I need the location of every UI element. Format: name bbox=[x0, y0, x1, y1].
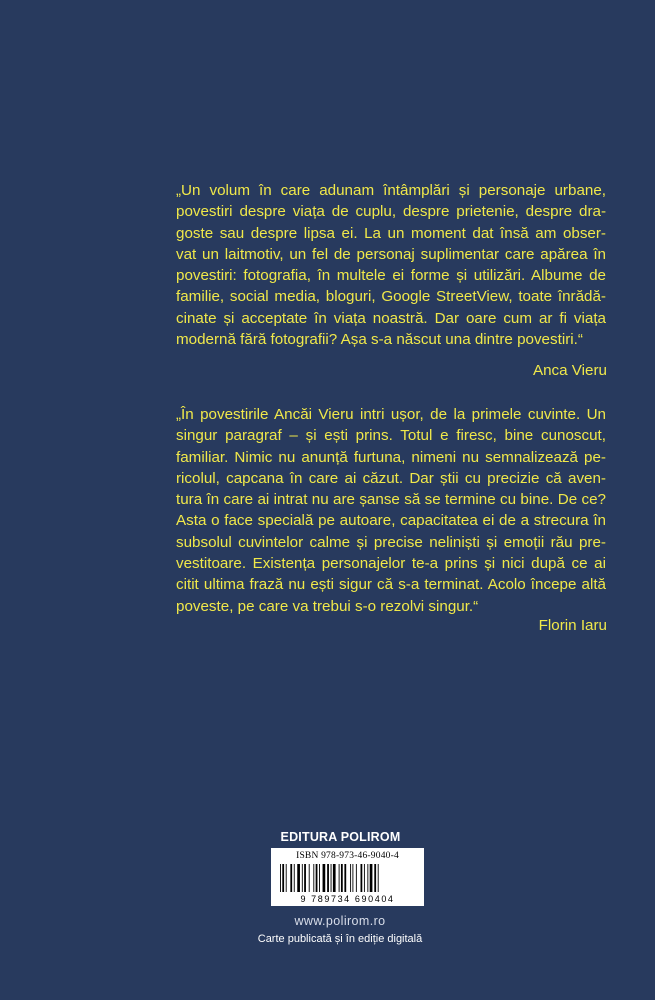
barcode-bar bbox=[367, 864, 368, 892]
isbn-text: ISBN 978-973-46-9040-4 bbox=[296, 851, 399, 861]
barcode-bar bbox=[356, 864, 357, 892]
barcode-bar bbox=[286, 864, 287, 892]
barcode-bar bbox=[323, 864, 326, 892]
barcode-bar bbox=[333, 864, 336, 892]
barcode-bar bbox=[282, 864, 284, 892]
barcode-bar bbox=[361, 864, 363, 892]
barcode-bar bbox=[316, 864, 318, 892]
quote-line: subsolul cuvintelor calme și precise neliniști și emoții rău pre- bbox=[176, 533, 606, 551]
quote-line: povestiri: fotografia, în multele ei forme și utilizări. Albume de bbox=[176, 267, 606, 285]
quote-author-1: Anca Vieru bbox=[532, 362, 607, 379]
barcode-bar bbox=[370, 864, 373, 892]
publisher-website: www.polirom.ro bbox=[294, 914, 386, 928]
barcode-bar bbox=[331, 864, 332, 892]
barcode-bars bbox=[279, 864, 419, 892]
barcode-bar bbox=[378, 864, 379, 892]
digital-edition-note: Carte publicată și în ediție digitală bbox=[257, 933, 423, 945]
quote-line: „În povestirile Ancăi Vieru intri ușor, de la primele cuvinte. Un bbox=[176, 406, 606, 423]
barcode-bar bbox=[364, 864, 365, 892]
back-cover-quote-2 bbox=[176, 404, 606, 617]
isbn-barcode bbox=[271, 848, 424, 906]
barcode-bar bbox=[302, 864, 303, 892]
barcode-bar bbox=[297, 864, 300, 892]
quote-line: familie, social media, bloguri, Google StreetView, toate înrădă- bbox=[176, 288, 606, 306]
quote-line: „Un volum în care adunam întâmplări și personaje urbane, bbox=[176, 182, 606, 199]
quote-line: familiar. Nimic nu anunță furtuna, nimeni nu semnalizează pe- bbox=[176, 448, 606, 466]
quote-line: ricolul, capcana în care ai căzut. Dar știi cu precizie că aven- bbox=[176, 469, 606, 487]
back-cover-quote-1 bbox=[176, 180, 606, 350]
barcode-bar bbox=[344, 864, 346, 892]
quote-author-2: Florin Iaru bbox=[538, 617, 607, 634]
barcode-bar bbox=[327, 864, 329, 892]
quote-line: vat un laitmotiv, un fel de personaj suplimentar care apărea în bbox=[176, 245, 606, 263]
quote-line: citit ultima frază nu ești sigur că s-a terminat. Acolo începe altă bbox=[176, 576, 606, 594]
barcode-bar bbox=[294, 864, 295, 892]
barcode-bar bbox=[350, 864, 351, 892]
barcode-bar bbox=[341, 864, 343, 892]
publisher-name: EDITURA POLIROM bbox=[280, 830, 401, 844]
quote-line: Asta o face specială pe autoare, capacitatea ei de a strecura în bbox=[176, 512, 606, 530]
barcode-bar bbox=[309, 864, 310, 892]
quote-line: tura în care ai intrat nu are șanse să se termine cu bine. De ce? bbox=[176, 491, 606, 509]
quote-line: singur paragraf – și ești prins. Totul e firesc, bine cunoscut, bbox=[176, 427, 606, 445]
quote-line: cinate și acceptate în viața noastră. Dar oare cum ar fi viața bbox=[176, 309, 606, 327]
quote-line: poveste, pe care va trebui s-o rezolvi singur.“ bbox=[176, 597, 479, 615]
quote-line: povestiri despre viața de cuplu, despre prietenie, despre dra- bbox=[176, 203, 606, 221]
barcode-bar bbox=[290, 864, 292, 892]
barcode-bar bbox=[339, 864, 340, 892]
quote-line: goste sau despre lipsa ei. La un moment dat însă am obser- bbox=[176, 224, 606, 242]
barcode-bar bbox=[352, 864, 353, 892]
barcode-bar bbox=[374, 864, 376, 892]
barcode-bar bbox=[313, 864, 314, 892]
quote-line: modernă fără fotografii? Așa s-a născut una dintre povestiri.“ bbox=[176, 331, 583, 349]
barcode-digits: 9 789734 690404 bbox=[300, 894, 395, 904]
barcode-bar bbox=[319, 864, 320, 892]
barcode-bar bbox=[280, 864, 281, 892]
quote-line: vestitoare. Existența personajelor te-a prins și nici după ce ai bbox=[176, 555, 606, 573]
barcode-bar bbox=[304, 864, 306, 892]
